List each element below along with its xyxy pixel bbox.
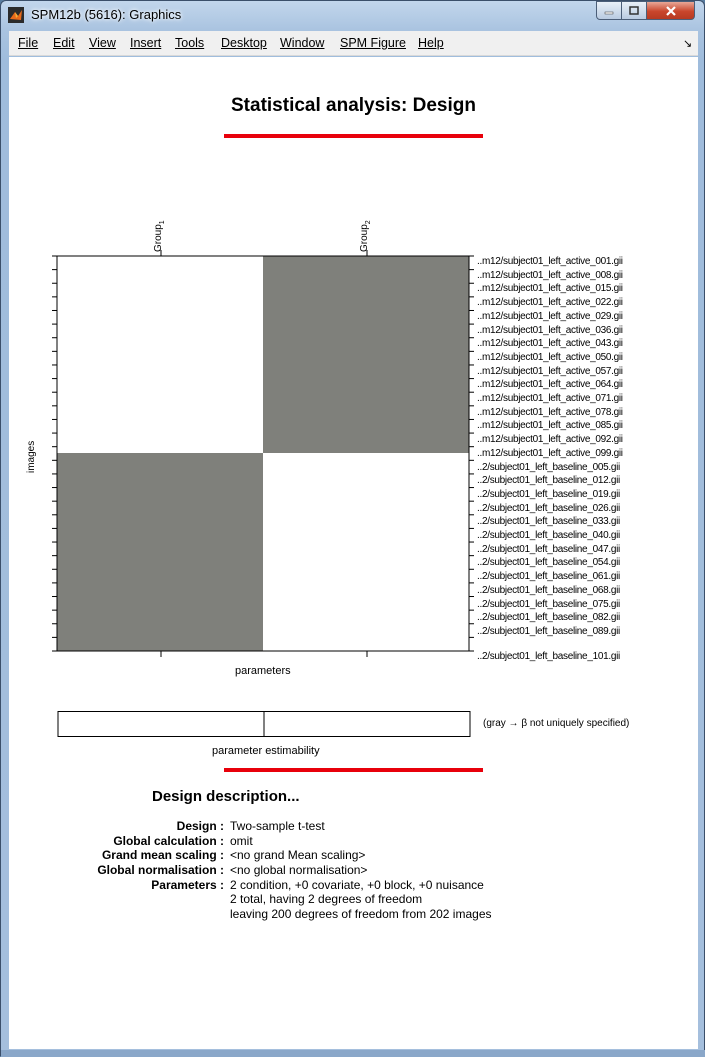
row-label: ..m12/subject01_left_active_022.gii <box>477 297 623 309</box>
estimability-legend: (gray → β not uniquely specified) <box>483 718 630 729</box>
menu-tools[interactable]: Tools <box>175 36 205 50</box>
x-axis-label: parameters <box>235 665 291 677</box>
row-label: ..2/subject01_left_baseline_047.gii <box>477 543 620 555</box>
close-icon <box>665 6 677 16</box>
y-axis-label: images <box>26 440 37 473</box>
row-label: ..m12/subject01_left_active_078.gii <box>477 406 623 418</box>
maximize-button[interactable] <box>621 1 647 20</box>
row-label: ..m12/subject01_left_active_015.gii <box>477 283 623 295</box>
figure-canvas: Statistical analysis: Design Group$_1$ Group$_2$ ..m12/subject01_left_active_001.gii ..m12/subject01_left_active_008.gii ..m12/subject01_left_active_015.gii ..m12/subject01_left_active_022.gii ..m12/subject01_left_active_029.gii ..m12/subject01_left_active_036.gii ..m12/subject01_left_active_043.gii ..m12/subject01_left_active_050.gii ..m12/subject01_left_active_057.gii ..m12/subject01_left_active_064.gii ..m12/subject01_left_active_071.gii ..m12/subject01_left_active_078.gii ..m12/subject01_left_active_085.gii ..m12/subject01_left_active_092.gii ..m12/subject01_left_active_099.gii ..2/subject01_left_baseline_005.gii ..2/subject01_left_baseline_012.gii ..2/subject01_left_baseline_019.gii ..2/subject01_left_baseline_026.gii ..2/subject01_left_baseline_033.gii ..2/subject01_left_baseline_040.gii ..2/subject01_left_baseline_047.gii ..2/subject01_left_baseline_054.gii ..2/subject01_left_baseline_061.gii ..2/subject01_left_baseline_068.gii ..2/subject01_left_baseline_075.gii ..2/subject01_left_baseline_082.gii ..2/subject01_left_baseline_089.gii ..2/subject01_left_baseline_101.gii images parameters (gray → β not uniquely specified) parameter estimability Design description... Design : Two-sample t-test Global calculation : omit Grand mean scaling : <no grand Mean scaling> Global normalisation : <no global normalisation> Parameters : 2 condition, +0 covariate, +0 block, +0 nuisance 2 total, having 2 degrees of freedom leaving 200 degrees of freedom from 202 images <box>9 57 698 1049</box>
menu-desktop[interactable]: Desktop <box>221 36 267 50</box>
minimize-icon <box>604 7 614 15</box>
design-cell-group2-active <box>263 256 469 453</box>
row-label: ..m12/subject01_left_active_050.gii <box>477 351 623 363</box>
maximize-icon <box>629 6 639 15</box>
row-label: ..2/subject01_left_baseline_054.gii <box>477 557 620 569</box>
menu-spm-figure[interactable]: SPM Figure <box>340 36 406 50</box>
row-label: ..2/subject01_left_baseline_012.gii <box>477 475 620 487</box>
row-label: ..m12/subject01_left_active_085.gii <box>477 420 623 432</box>
design-cell-group1-baseline <box>57 453 263 651</box>
row-label: ..2/subject01_left_baseline_082.gii <box>477 612 620 624</box>
estimability-cell-2 <box>264 712 470 737</box>
row-label: ..m12/subject01_left_active_092.gii <box>477 434 623 446</box>
estimability-cell-1 <box>58 712 264 737</box>
menu-help[interactable]: Help <box>418 36 444 50</box>
row-label: ..m12/subject01_left_active_001.gii <box>477 256 623 267</box>
column-label-group-2: Group$_2$ <box>359 220 372 252</box>
row-label: ..m12/subject01_left_active_057.gii <box>477 365 623 377</box>
row-label: ..2/subject01_left_baseline_033.gii <box>477 516 620 528</box>
row-label: ..m12/subject01_left_active_064.gii <box>477 379 623 391</box>
row-label: ..m12/subject01_left_active_008.gii <box>477 269 623 281</box>
menu-file[interactable]: File <box>18 36 39 50</box>
section-underline <box>224 768 483 772</box>
row-label: ..2/subject01_left_baseline_019.gii <box>477 488 620 500</box>
matlab-logo-icon <box>8 7 24 23</box>
row-label: ..m12/subject01_left_active_029.gii <box>477 310 623 322</box>
estimability-label: parameter estimability <box>212 745 320 757</box>
description-title: Design description... <box>152 788 300 805</box>
row-label: ..m12/subject01_left_active_043.gii <box>477 338 623 350</box>
dock-arrow-icon[interactable]: ↘ <box>683 38 693 50</box>
desc-param-line-1: 2 total, having 2 degrees of freedom <box>230 892 423 906</box>
window-title: SPM12b (5616): Graphics <box>31 7 182 22</box>
close-button[interactable] <box>646 1 695 20</box>
minimize-button[interactable] <box>596 1 622 20</box>
design-matrix <box>49 247 479 657</box>
desc-param-line-2: leaving 200 degrees of freedom from 202 images <box>230 907 492 921</box>
row-label: ..2/subject01_left_baseline_026.gii <box>477 502 620 514</box>
column-label-group-1: Group$_1$ <box>153 220 166 252</box>
menu-window[interactable]: Window <box>280 36 325 50</box>
title-bar[interactable] <box>1 1 704 29</box>
figure-title: Statistical analysis: Design <box>231 95 476 116</box>
menu-view[interactable]: View <box>89 36 116 50</box>
estimability-bar <box>57 711 473 739</box>
row-label: ..m12/subject01_left_active_036.gii <box>477 324 623 336</box>
row-label: ..2/subject01_left_baseline_068.gii <box>477 584 620 596</box>
title-underline <box>224 134 483 138</box>
row-label: ..m12/subject01_left_active_071.gii <box>477 393 623 404</box>
menu-bar <box>9 31 698 56</box>
menu-insert[interactable]: Insert <box>130 36 162 50</box>
row-label: ..2/subject01_left_baseline_089.gii <box>477 625 620 637</box>
row-label: ..m12/subject01_left_active_099.gii <box>477 447 623 459</box>
row-label: ..2/subject01_left_baseline_075.gii <box>477 598 620 610</box>
row-label: ..2/subject01_left_baseline_061.gii <box>477 571 620 583</box>
row-label: ..2/subject01_left_baseline_040.gii <box>477 530 620 541</box>
design-cell-group1-active <box>57 256 263 453</box>
row-label: ..2/subject01_left_baseline_101.gii <box>477 651 620 662</box>
row-label: ..2/subject01_left_baseline_005.gii <box>477 461 620 473</box>
design-cell-group2-baseline <box>263 453 469 651</box>
menu-edit[interactable]: Edit <box>53 36 75 50</box>
